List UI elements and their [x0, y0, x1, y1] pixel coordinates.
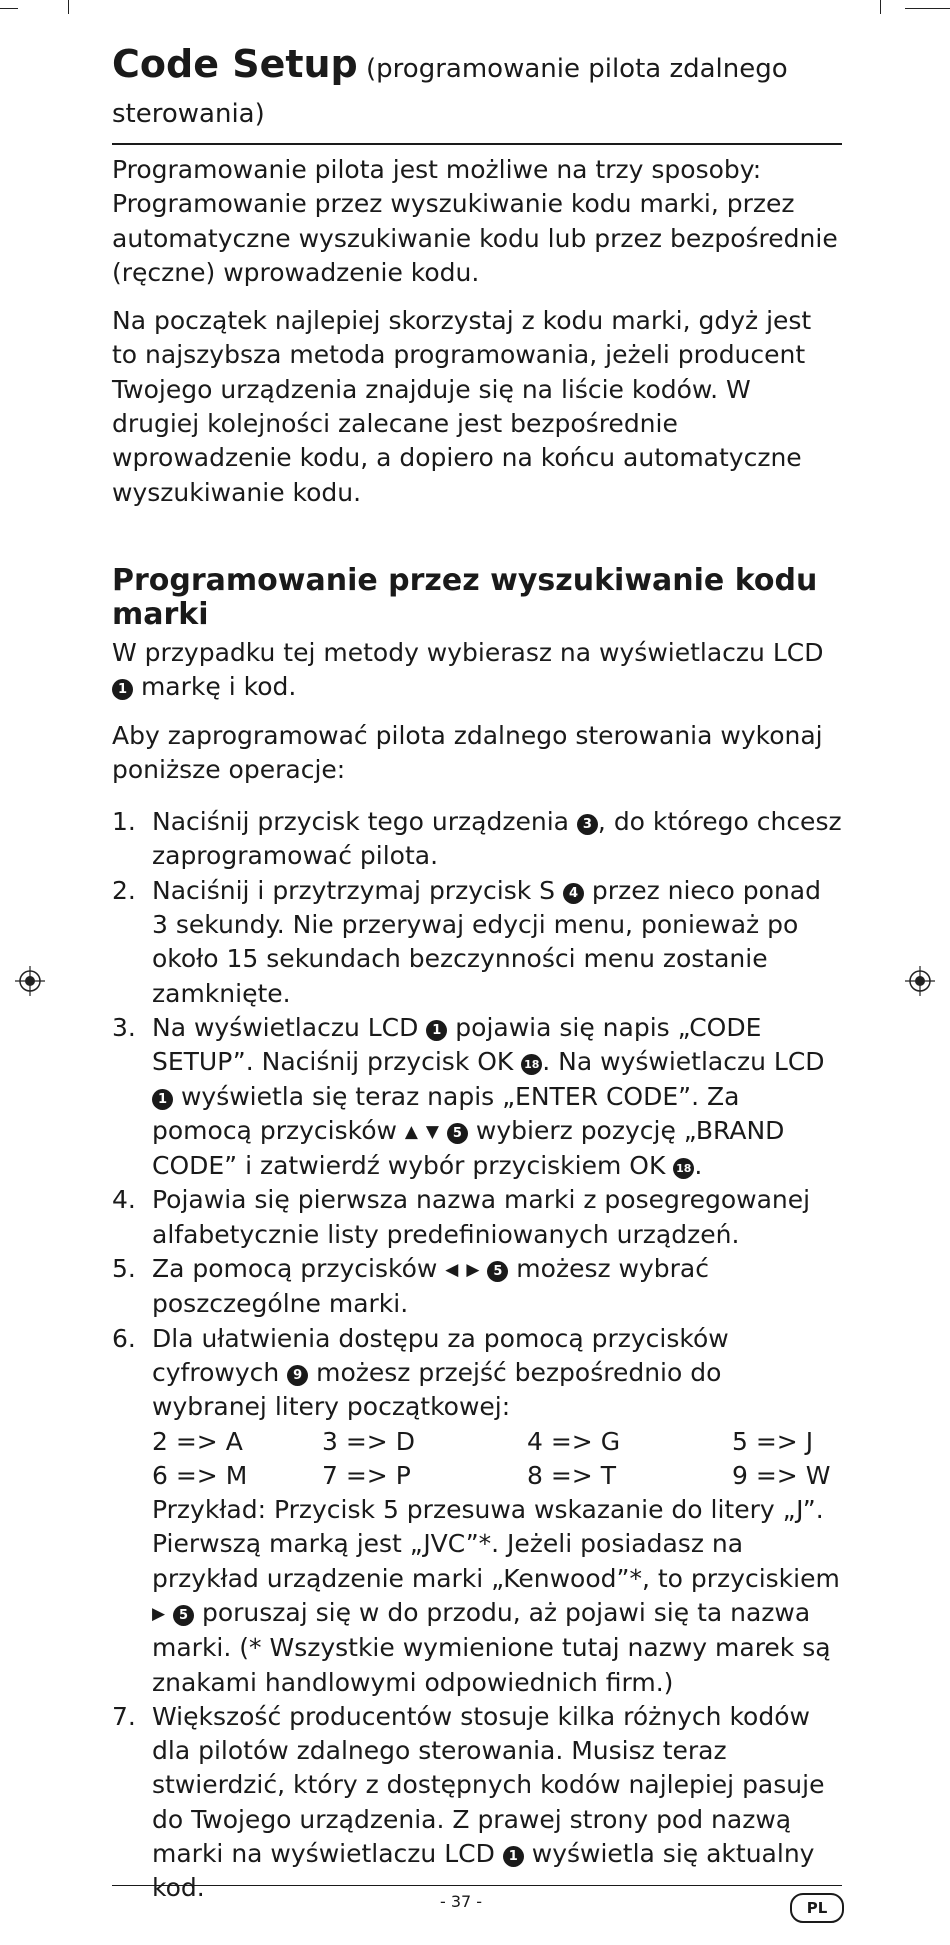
page-number: - 37 -: [440, 1892, 483, 1911]
section-paragraph-1: W przypadku tej metody wybierasz na wyświetlaczu LCD 1 markę i kod.: [112, 637, 824, 702]
ok-button-ref-icon: 18: [673, 1158, 694, 1179]
letter-map: [152, 1425, 842, 1494]
navigation-button-ref-icon: 5: [447, 1123, 468, 1144]
ok-button-ref-icon: 18: [521, 1054, 542, 1075]
steps-list: [112, 805, 842, 1906]
list-item: 5. Za pomocą przycisków ◀ ▶ 5 możesz wybrać poszczególne marki.: [112, 1254, 709, 1319]
list-item: 4. Pojawia się pierwsza nazwa marki z posegregowanej alfabetycznie listy predefiniowanych urządzeń.: [112, 1185, 811, 1249]
title-main: Code Setup: [112, 42, 358, 86]
intro-paragraph-1: Programowanie pilota jest możliwe na trzy sposoby: Programowanie przez wyszukiwanie kodu marki, przez automatyczne wyszukiwanie kodu lub przez bezpośrednie (ręczne) wprowadzenie kodu.: [112, 155, 838, 287]
arrow-right-icon: ▶: [152, 1603, 166, 1624]
letter-map-cell: 5 => J: [732, 1426, 814, 1456]
lcd-display-ref-icon: 1: [503, 1846, 524, 1867]
crop-mark-top-right-vertical: [880, 0, 881, 14]
title-rule: [112, 143, 842, 145]
letter-map-cell: 2 => A: [152, 1426, 243, 1456]
list-item: 1. Naciśnij przycisk tego urządzenia 3 , do którego chcesz zaprogramować pilota.: [112, 807, 842, 871]
section-paragraph-2: Aby zaprogramować pilota zdalnego sterowania wykonaj poniższe operacje:: [112, 720, 823, 784]
arrow-down-icon: ▼: [425, 1121, 439, 1142]
lcd-display-ref-icon: 1: [112, 679, 133, 700]
language-badge: PL: [790, 1893, 844, 1923]
letter-map-cell: 3 => D: [322, 1426, 415, 1456]
list-item: 6. Dla ułatwienia dostępu za pomocą przycisków cyfrowych 9 możesz przejść bezpośrednio do wybranej litery początkowej: 2 => A 3 => D 4 => G 5 => J 6 => M 7 => P 8 => T 9 => W Przykład: Przycisk 5 przesuwa wskazanie do litery „J”. Pierwszą marką jest „JVC”*. Jeżeli posiadasz na przykład urządzenie marki „Kenwood”*, to przyciskiem ▶ 5 poruszaj się w do przodu, aż pojawi się ta nazwa marki. (* Wszystkie wymienione tutaj nazwy marek są znakami handlowymi odpowiednich firm.): [112, 1322, 842, 1700]
list-item: 2. Naciśnij i przytrzymaj przycisk S 4 przez nieco ponad 3 sekundy. Nie przerywaj edycji menu, ponieważ po około 15 sekundach bezczynności menu zostanie zamknięte.: [112, 875, 821, 1008]
number-buttons-ref-icon: 9: [287, 1365, 308, 1386]
device-button-ref-icon: 3: [577, 814, 598, 835]
registration-mark-left-icon: [15, 966, 45, 996]
crop-mark-top-right: [905, 8, 950, 9]
arrow-right-icon: ▶: [466, 1260, 480, 1281]
letter-map-cell: 7 => P: [322, 1460, 411, 1490]
letter-map-cell: 9 => W: [732, 1460, 831, 1490]
page-content: [112, 42, 842, 1906]
page-title: [112, 42, 842, 92]
title-sub: (programowanie pilota zdalnego: [366, 54, 788, 84]
intro-paragraph-2: Na początek najlepiej skorzystaj z kodu marki, gdyż jest to najszybsza metoda programowania, jeżeli producent Twojego urządzenia znajduje się na liście kodów. W drugiej kolejności zalecane jest bezpośrednie wprowadzenie kodu, a dopiero na końcu automatyczne wyszukiwanie kodu.: [112, 306, 812, 507]
letter-map-cell: 4 => G: [527, 1426, 621, 1456]
list-item: 3. Na wyświetlaczu LCD 1 pojawia się napis „CODE SETUP”. Naciśnij przycisk OK 18 . Na wyświetlaczu LCD 1 wyświetla się teraz napis „ENTER CODE”. Za pomocą przycisków ▲ ▼ 5 wybierz pozycję „BRAND CODE” i zatwierdź wybór przyciskiem OK 18 .: [112, 1012, 825, 1181]
letter-map-cell: 8 => T: [527, 1460, 616, 1490]
lcd-display-ref-icon: 1: [152, 1089, 173, 1110]
title-sub-continued: sterowania): [112, 99, 265, 129]
s-button-ref-icon: 4: [563, 883, 584, 904]
lcd-display-ref-icon: 1: [426, 1020, 447, 1041]
arrow-up-icon: ▲: [404, 1121, 418, 1142]
list-item: 7. Większość producentów stosuje kilka różnych kodów dla pilotów zdalnego sterowania. Musisz teraz stwierdzić, który z dostępnych kodów najlepiej pasuje do Twojego urządzenia. Z prawej strony pod nazwą marki na wyświetlaczu LCD 1 wyświetla się aktualny kod.: [112, 1701, 825, 1903]
crop-mark-top-left-vertical: [68, 0, 69, 14]
letter-map-cell: 6 => M: [152, 1460, 248, 1490]
registration-mark-right-icon: [905, 966, 935, 996]
crop-mark-top-left: [0, 8, 18, 9]
arrow-left-icon: ◀: [445, 1260, 459, 1281]
footer-rule: [112, 1885, 842, 1886]
section-heading: Programowanie przez wyszukiwanie kodu marki: [112, 562, 818, 632]
navigation-button-ref-icon: 5: [487, 1261, 508, 1282]
navigation-button-ref-icon: 5: [173, 1605, 194, 1626]
